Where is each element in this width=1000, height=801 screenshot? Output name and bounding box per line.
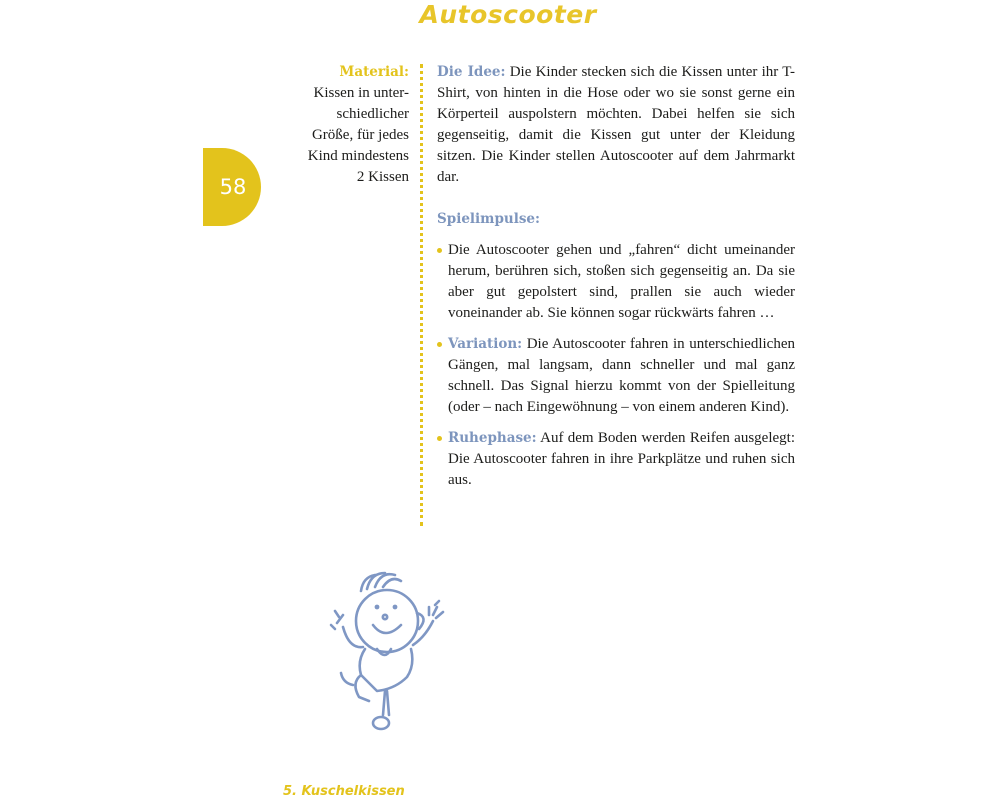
impulse-label: Variation: <box>448 336 523 352</box>
bullet-dot-icon <box>437 436 442 441</box>
impulses-heading: Spielimpulse: <box>437 211 541 227</box>
material-line: schiedlicher <box>336 106 409 122</box>
impulse-item <box>437 428 795 491</box>
dotted-divider <box>420 64 423 526</box>
material-sidebar <box>285 62 409 188</box>
page-number: 58 <box>219 175 247 199</box>
material-line: Kissen in unter- <box>313 85 409 101</box>
idea-label: Die Idee: <box>437 64 506 80</box>
bullet-dot-icon <box>437 342 442 347</box>
chapter-footer: 5. Kuschelkissen <box>283 784 405 799</box>
material-line: 2 Kissen <box>356 169 409 185</box>
page-number-tab <box>203 148 261 226</box>
impulse-text: Die Autoscooter fahren in unterschiedlichen Gängen, mal langsam, dann schneller und mal ganz schnell. Das Signal hierzu kommt von der Spielleitung (oder – nach Eingewöhnung – von einem anderen Kind). <box>448 336 795 415</box>
idea-text: Die Kinder stecken sich die Kissen unter ihr T-Shirt, von hinten in die Hose oder wo sie sonst gerne ein Körperteil auspolstern möchten. Dabei helfen sie sich gegenseitig, damit die Kissen gut unter der Kleidung sitzen. Die Kinder stellen Autoscooter auf dem Jahrmarkt dar. <box>437 64 795 185</box>
bullet-dot-icon <box>437 248 442 253</box>
page-title: Autoscooter <box>419 0 597 29</box>
impulse-label: Ruhephase: <box>448 430 537 446</box>
material-label: Material: <box>339 64 409 80</box>
material-line: Größe, für jedes <box>311 127 409 143</box>
impulse-item <box>437 240 795 324</box>
idea-paragraph <box>437 62 795 188</box>
dancing-child-icon <box>325 565 450 740</box>
impulse-item <box>437 334 795 418</box>
material-line: Kind mindestens <box>307 148 409 164</box>
impulse-text: Die Autoscooter gehen und „fahren“ dicht umeinander herum, berühren sich, stoßen sich gegenseitig an. Da sie aber gut gepolstert sind, prallen sie auch wieder voneinander ab. Sie können sogar rückwärts fahren … <box>448 242 795 321</box>
main-text <box>437 62 795 501</box>
impulse-text: Auf dem Boden werden Reifen ausgelegt: Die Autoscooter fahren in ihre Parkplätze und ruhen sich aus. <box>448 430 795 488</box>
